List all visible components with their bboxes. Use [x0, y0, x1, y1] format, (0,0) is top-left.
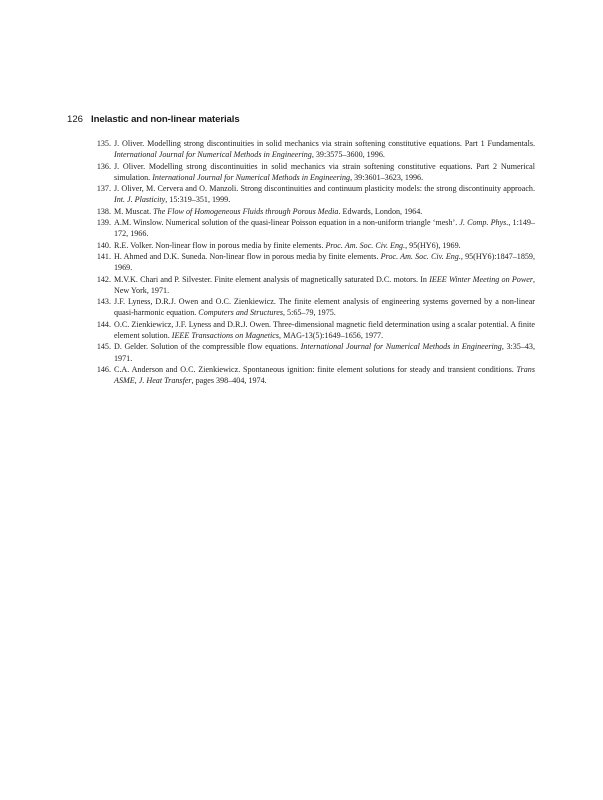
- reference-authors-title: D. Gelder. Solution of the compressible flow equations.: [114, 342, 301, 352]
- reference-number: 135.: [96, 139, 111, 148]
- reference-authors-title: J. Oliver. Modelling strong discontinuities in solid mechanics via strain softening constitutive equations. Part 1 Fundamentals.: [114, 139, 535, 148]
- reference-authors-title: O.C. Zienkiewicz, J.F. Lyness and D.R.J. Owen. Three-dimensional magnetic field determination using a scalar potential. A finite element solution.: [114, 319, 535, 341]
- reference-text: [114, 274, 535, 297]
- reference-authors-title: M.V.K. Chari and P. Silvester. Finite element analysis of magnetically saturated D.C. motors. In: [114, 274, 430, 284]
- reference-source: International Journal for Numerical Methods in Engineering: [152, 172, 351, 182]
- reference-text: [114, 319, 535, 342]
- chapter-title: Inelastic and non-linear materials: [91, 114, 240, 125]
- reference-details: , 95(HY6):1847–1859, 1969.: [114, 251, 535, 273]
- reference-text: [114, 251, 535, 274]
- reference-number: 146.: [96, 364, 111, 374]
- reference-details: , MAG-13(5):1649–1656, 1977.: [279, 331, 384, 341]
- reference-details: , 39:3601–3623, 1996.: [350, 172, 424, 182]
- reference-item: [89, 274, 535, 297]
- reference-number: 142.: [96, 274, 111, 284]
- reference-text: [114, 341, 535, 364]
- reference-item: [89, 161, 535, 184]
- reference-details: , 5:65–79, 1975.: [282, 308, 336, 318]
- reference-item: [89, 319, 535, 342]
- reference-source: Computers and Structures: [198, 308, 283, 318]
- reference-authors-title: C.A. Anderson and O.C. Zienkiewicz. Spontaneous ignition: finite element solutions for steady and transient conditions.: [114, 364, 517, 374]
- reference-text: [114, 364, 535, 387]
- reference-item: [89, 240, 535, 251]
- reference-number: 139.: [96, 218, 111, 228]
- reference-number: 140.: [96, 240, 111, 250]
- reference-details: , New York, 1971.: [114, 274, 536, 295]
- reference-number: 137.: [96, 184, 111, 194]
- reference-authors-title: R.E. Volker. Non-linear flow in porous media by finite elements.: [114, 240, 326, 250]
- reference-details: , 1:149–172, 1966.: [114, 218, 535, 239]
- reference-authors-title: H. Ahmed and D.K. Suneda. Non-linear flow in porous media by finite elements.: [114, 251, 381, 261]
- reference-details: . Edwards, London, 1964.: [338, 206, 423, 216]
- reference-text: [114, 240, 535, 251]
- reference-number: 145.: [96, 342, 111, 352]
- reference-number: 138.: [96, 206, 111, 216]
- reference-item: [89, 296, 535, 319]
- reference-authors-title: J. Oliver. Modelling strong discontinuities in solid mechanics via strain softening constitutive equations. Part 2 Numerical simulation.: [114, 161, 535, 182]
- reference-authors-title: J. Oliver, M. Cervera and O. Manzoli. Strong discontinuities and continuum plasticity models: the strong discontinuity approach.: [114, 184, 535, 194]
- reference-source: IEEE Transactions on Magnetics: [171, 331, 280, 341]
- running-header: [67, 114, 240, 126]
- reference-text: [114, 138, 535, 161]
- reference-details: , pages 398–404, 1974.: [191, 376, 267, 386]
- reference-source: International Journal for Numerical Methods in Engineering: [114, 150, 312, 160]
- reference-number: 141.: [96, 251, 111, 261]
- reference-authors-title: M. Muscat.: [114, 206, 154, 216]
- reference-source: The Flow of Homogeneous Fluids through Porous Media: [153, 206, 339, 216]
- reference-source: IEEE Winter Meeting on Power: [429, 274, 533, 284]
- reference-details: , 95(HY6), 1969.: [405, 240, 461, 250]
- reference-source: International Journal for Numerical Methods in Engineering: [300, 342, 502, 352]
- page-number: 126: [67, 114, 84, 125]
- reference-text: [114, 217, 535, 240]
- reference-source: Proc. Am. Soc. Civ. Eng.: [325, 240, 406, 250]
- reference-source: Int. J. Plasticity: [114, 195, 166, 205]
- reference-list: [89, 138, 535, 387]
- reference-text: [114, 296, 535, 319]
- reference-item: [89, 364, 535, 387]
- reference-details: , 3:35–43, 1971.: [114, 342, 535, 363]
- reference-item: [89, 251, 535, 274]
- reference-item: [89, 341, 535, 364]
- reference-source: J. Comp. Phys.: [459, 218, 509, 228]
- reference-item: [89, 217, 535, 240]
- reference-details: , 15:319–351, 1999.: [165, 195, 231, 205]
- reference-text: [114, 161, 535, 184]
- reference-item: [89, 183, 535, 206]
- reference-item: [89, 206, 535, 217]
- reference-item: [89, 138, 535, 161]
- reference-number: 143.: [96, 297, 111, 307]
- reference-number: 136.: [96, 161, 111, 171]
- reference-source: Proc. Am. Soc. Civ. Eng.: [380, 251, 461, 261]
- reference-details: , 39:3575–3600, 1996.: [311, 150, 385, 160]
- reference-number: 144.: [96, 319, 111, 329]
- reference-authors-title: A.M. Winslow. Numerical solution of the quasi-linear Poisson equation in a non-uniform triangle ‘mesh’.: [114, 218, 460, 228]
- reference-source: Trans ASME, J. Heat Transfer: [114, 364, 535, 386]
- reference-text: [114, 183, 535, 206]
- reference-text: [114, 206, 535, 217]
- reference-authors-title: J.F. Lyness, D.R.J. Owen and O.C. Zienkiewicz. The finite element analysis of engineering systems governed by a non-linear quasi-harmonic equation.: [114, 297, 535, 318]
